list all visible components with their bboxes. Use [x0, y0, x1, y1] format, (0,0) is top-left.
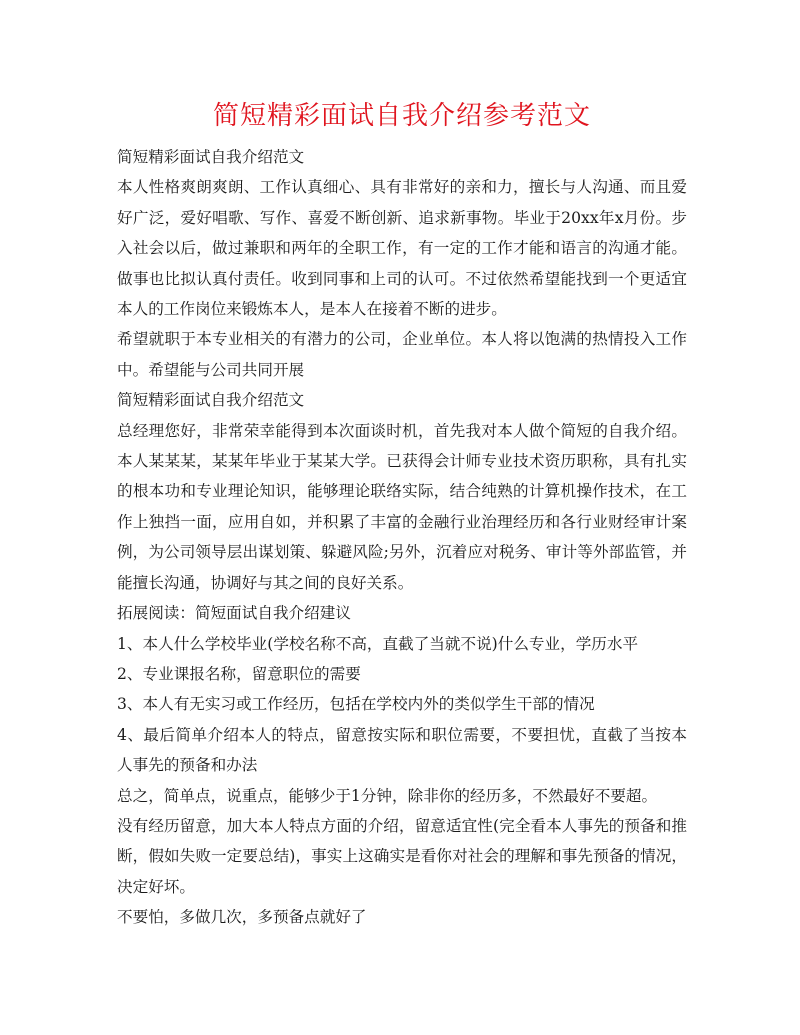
paragraph-job-hope: 希望就职于本专业相关的有潜力的公司，企业单位。本人将以饱满的热情投入工作中。希望能与公司共同开展	[117, 330, 687, 379]
list-item-3: 3、本人有无实习或工作经历，包括在学校内外的类似学生干部的情况	[117, 695, 595, 714]
paragraph-summary: 总之，简单点，说重点，能够少于1分钟，除非你的经历多，不然最好不要超。	[117, 786, 658, 805]
list-item-1: 1、本人什么学校毕业(学校名称不高，直截了当就不说)什么专业，学历水平	[117, 634, 639, 653]
paragraph-closing: 不要怕，多做几次，多预备点就好了	[117, 908, 367, 927]
paragraph-section-heading-1: 简短精彩面试自我介绍范文	[117, 148, 305, 166]
paragraph-intro-personality: 本人性格爽朗爽朗、工作认真细心、具有非常好的亲和力，擅长与人沟通、而且爱好广泛，爱好唱歌、写作、喜爱不断创新、追求新事物。毕业于20xx年x月份。步入社会以后，做过兼职和两年的全职工作，有一定的工作才能和语言的沟通才能。做事也比拟认真付责任。收到同事和上司的认可。不过依然希望能找到一个更适宜本人的工作岗位来锻炼本人，是本人在接着不断的进步。	[117, 178, 687, 319]
document-page	[117, 96, 687, 933]
list-item-4: 4、最后简单介绍本人的特点，留意按实际和职位需要，不要担忧，直截了当按本人事先的预备和办法	[117, 725, 687, 775]
paragraph-no-experience: 没有经历留意，加大本人特点方面的介绍，留意适宜性(完全看本人事先的预备和推断，假如失败一定要总结)，事实上这确实是看你对社会的理解和事先预备的情况，决定好坏。	[117, 816, 687, 896]
paragraph-section-heading-2: 简短精彩面试自我介绍范文	[117, 391, 305, 410]
paragraph-extended-reading: 拓展阅读：简短面试自我介绍建议	[117, 604, 351, 623]
list-item-2: 2、专业课报名称，留意职位的需要	[117, 664, 361, 683]
paragraph-intro-manager: 总经理您好，非常荣幸能得到本次面谈时机，首先我对本人做个简短的自我介绍。本人某某某，某某年毕业于某某大学。已获得会计师专业技术资历职称，具有扎实的根本功和专业理论知识，能够理论联络实际，结合纯熟的计算机操作技术，在工作上独挡一面，应用自如，并积累了丰富的金融行业治理经历和各行业财经审计案例，为公司领导层出谋划策、躲避风险;另外，沉着应对税务、审计等外部监管，并能擅长沟通，协调好与其之间的良好关系。	[117, 421, 687, 592]
document-title: 简短精彩面试自我介绍参考范文	[212, 101, 591, 131]
